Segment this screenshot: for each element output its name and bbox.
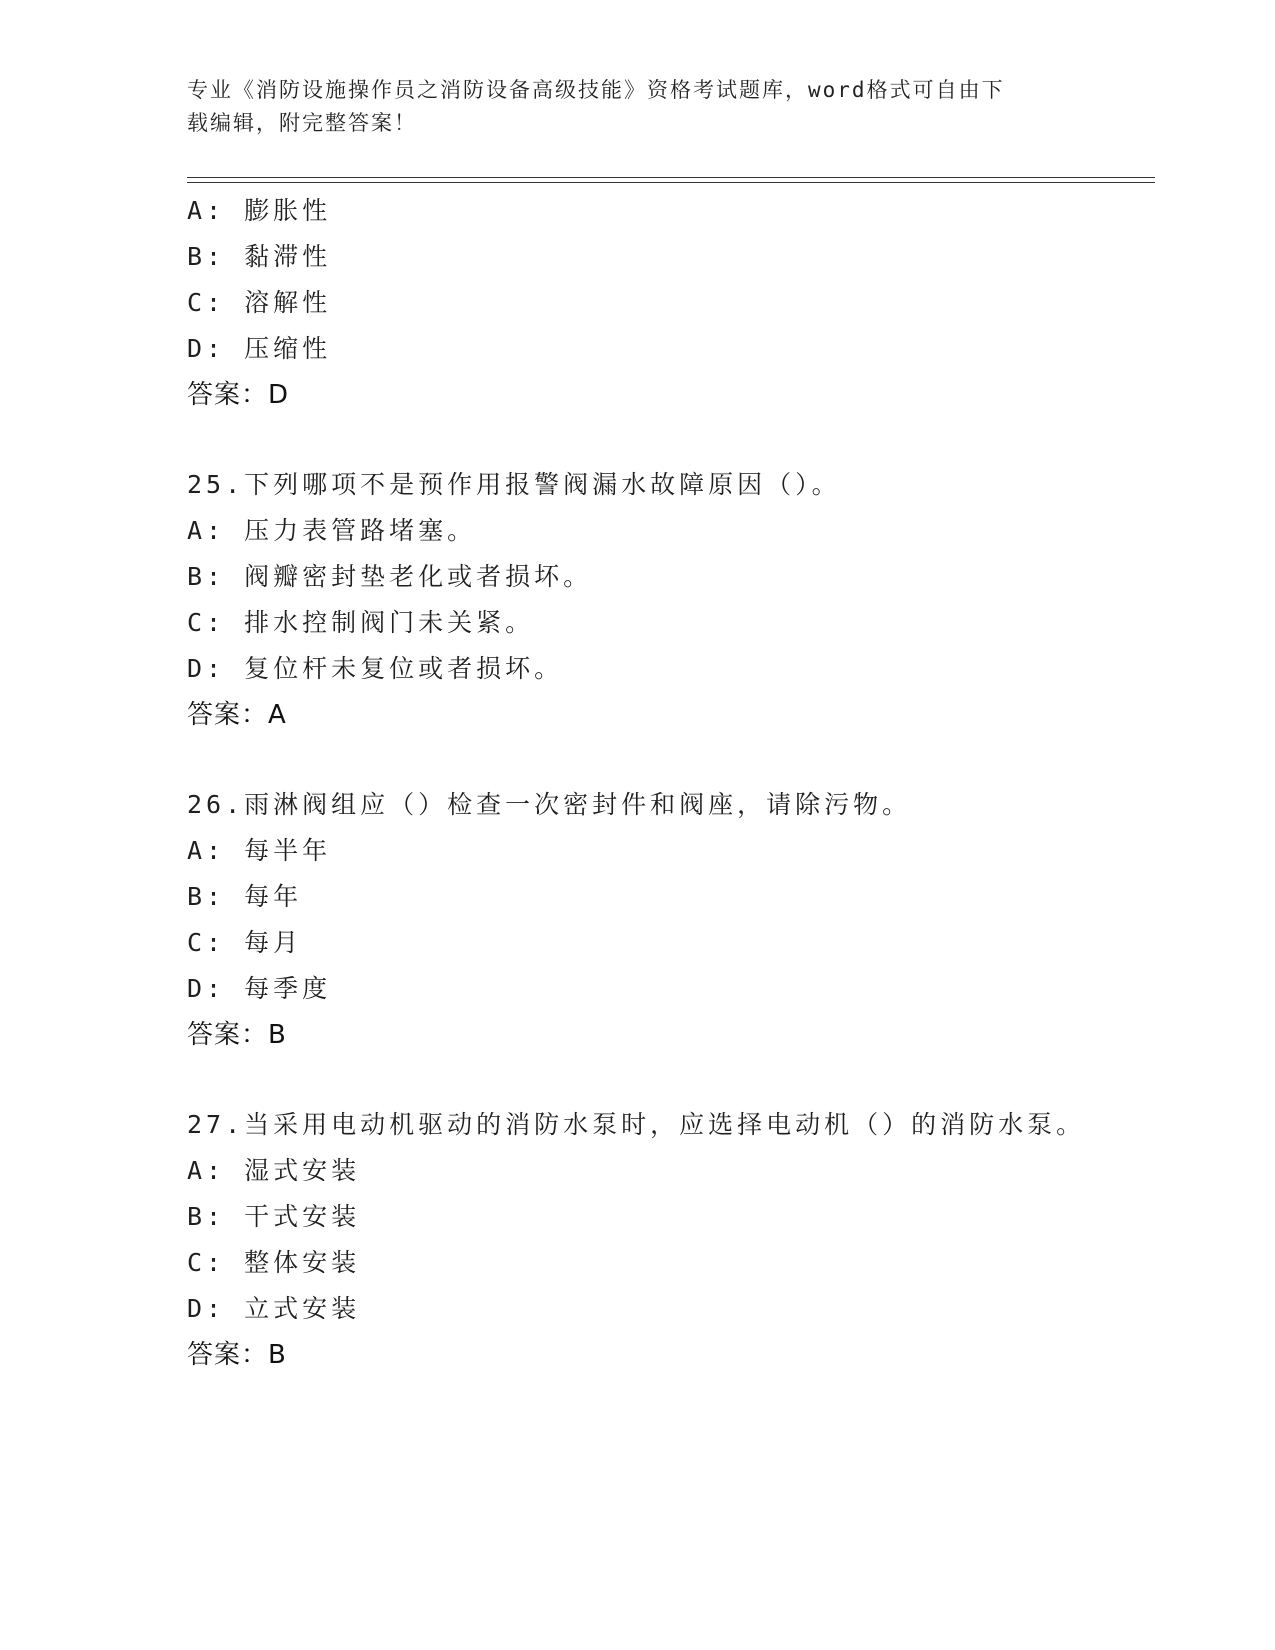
option-d: D: 每季度 xyxy=(187,974,332,1003)
header-divider-bottom xyxy=(187,182,1155,183)
header-line-1: 专业《消防设施操作员之消防设备高级技能》资格考试题库，word格式可自由下 xyxy=(187,78,1005,102)
option-c: C: 溶解性 xyxy=(187,288,332,317)
spacer xyxy=(187,418,1155,462)
option-b: B: 每年 xyxy=(187,882,303,911)
question-block xyxy=(187,782,1155,1058)
option-d: D: 复位杆未复位或者损坏。 xyxy=(187,654,564,683)
option-a: A: 每半年 xyxy=(187,836,332,865)
question-stem: 26.雨淋阀组应（）检查一次密封件和阀座，请除污物。 xyxy=(187,790,912,819)
option-b: B: 干式安装 xyxy=(187,1202,361,1231)
spacer xyxy=(187,1058,1155,1102)
option-a: A: 湿式安装 xyxy=(187,1156,361,1185)
question-block-continued xyxy=(187,188,1155,418)
option-a: A: 膨胀性 xyxy=(187,196,332,225)
question-stem: 27.当采用电动机驱动的消防水泵时，应选择电动机（）的消防水泵。 xyxy=(187,1110,1086,1139)
option-a: A: 压力表管路堵塞。 xyxy=(187,516,477,545)
option-b: B: 阀瓣密封垫老化或者损坏。 xyxy=(187,562,593,591)
option-b: B: 黏滞性 xyxy=(187,242,332,271)
option-d: D: 立式安装 xyxy=(187,1294,361,1323)
option-c: C: 每月 xyxy=(187,928,303,957)
header-divider-top xyxy=(187,177,1155,178)
option-c: C: 排水控制阀门未关紧。 xyxy=(187,608,535,637)
answer-line: 答案：B xyxy=(187,1020,287,1050)
header-line-2: 载编辑，附完整答案！ xyxy=(187,111,417,135)
answer-line: 答案：A xyxy=(187,700,287,730)
document-header xyxy=(187,74,1087,140)
option-d: D: 压缩性 xyxy=(187,334,332,363)
spacer xyxy=(187,738,1155,782)
option-c: C: 整体安装 xyxy=(187,1248,361,1277)
answer-line: 答案：D xyxy=(187,380,290,410)
question-stem: 25.下列哪项不是预作用报警阀漏水故障原因（）。 xyxy=(187,470,841,499)
question-block xyxy=(187,462,1155,738)
question-block xyxy=(187,1102,1155,1378)
question-list xyxy=(187,188,1155,1378)
answer-line: 答案：B xyxy=(187,1340,287,1370)
